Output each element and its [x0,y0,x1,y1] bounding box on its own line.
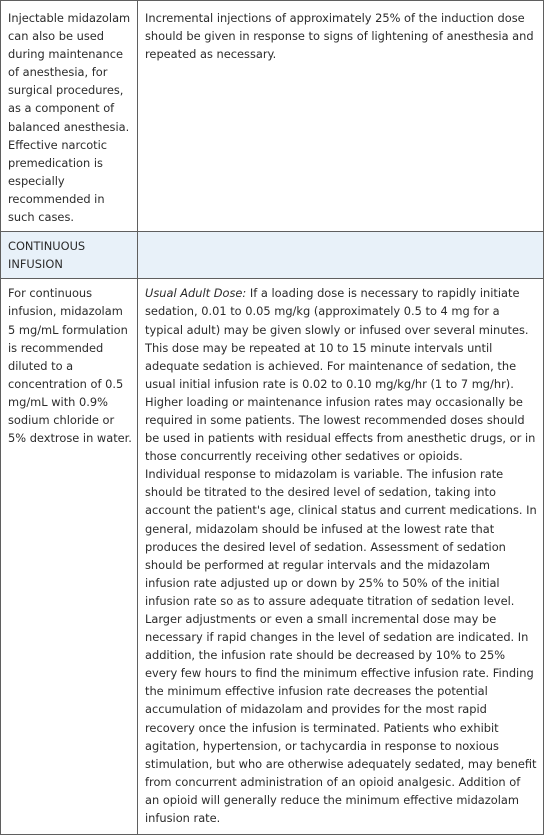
section-header-label: CONTINUOUS INFUSION [1,232,138,279]
dosage-cell: Incremental injections of approximately 25% of the induction dose should be given in response to signs of lightening of anesthesia and repeated as necessary. [138,1,544,232]
dosage-cell [138,279,544,835]
section-header-empty-cell [138,232,544,279]
dosage-paragraph-1-text: If a loading dose is necessary to rapidly initiate sedation, 0.01 to 0.05 mg/kg (approximately 0.5 to 4 mg for a typical adult) may be given slowly or infused over several minutes. This dose may be repeated at 10 to 15 minute intervals until adequate sedation is achieved. For maintenance of sedation, the usual initial infusion rate is 0.02 to 0.10 mg/kg/hr (1 to 7 mg/hr). Higher loading or maintenance infusion rates may occasionally be required in some patients. The lowest recommended doses should be used in patients with residual effects from anesthetic drugs, or in those concurrently receiving other sedatives or opioids. [145,286,536,464]
indication-cell: Injectable midazolam can also be used during maintenance of anesthesia, for surgical procedures, as a component of balanced anesthesia. Effective narcotic premedication is especially recommended in such cases. [1,1,138,232]
section-header-row [1,232,544,279]
indication-cell: For continuous infusion, midazolam 5 mg/mL formulation is recommended diluted to a concentration of 0.5 mg/mL with 0.9% sodium chloride or 5% dextrose in water. [1,279,138,835]
table-row-maintenance [1,1,544,232]
table-row-continuous-infusion [1,279,544,835]
usual-adult-dose-label: Usual Adult Dose: [145,286,247,301]
dosage-paragraph-2: Individual response to midazolam is variable. The infusion rate should be titrated to the desired level of sedation, taking into account the patient's age, clinical status and current medications. In general, midazolam should be infused at the lowest rate that produces the desired level of sedation. Assessment of sedation should be performed at regular intervals and the midazolam infusion rate adjusted up or down by 25% to 50% of the initial infusion rate so as to assure adequate titration of sedation level. Larger adjustments or even a small incremental dose may be necessary if rapid changes in the level of sedation are indicated. In addition, the infusion rate should be decreased by 10% to 25% every few hours to find the minimum effective infusion rate. Finding the minimum effective infusion rate decreases the potential accumulation of midazolam and provides for the most rapid recovery once the infusion is terminated. Patients who exhibit agitation, hypertension, or tachycardia in response to noxious stimulation, but who are otherwise adequately sedated, may benefit from concurrent administration of an opioid analgesic. Addition of an opioid will generally reduce the minimum effective midazolam infusion rate. [145,467,537,826]
dosage-paragraph-1 [145,284,538,465]
